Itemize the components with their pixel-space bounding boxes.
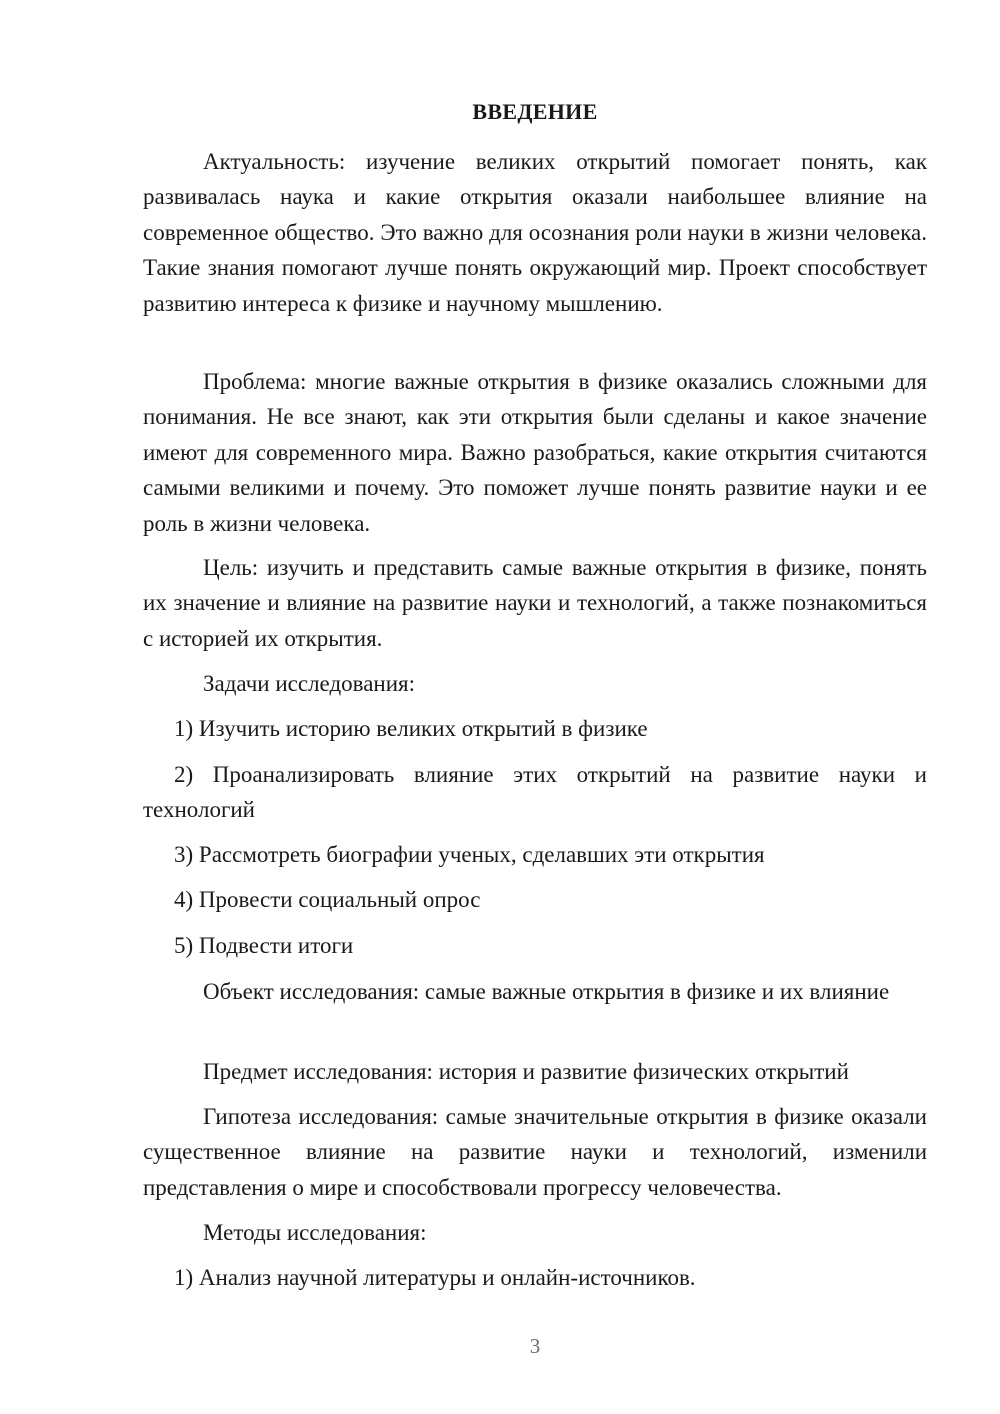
methods-heading: Методы исследования: [203, 1220, 427, 1245]
task-item-3: 3) Рассмотреть биографии ученых, сделавших эти открытия [174, 842, 765, 867]
goal-paragraph: Цель: изучить и представить самые важные открытия в физике, понять их значение и влияние на развитие науки и технологий, а также познакомиться с историей их открытия. [143, 555, 927, 651]
task-item-1: 1) Изучить историю великих открытий в физике [174, 716, 648, 741]
page-number: 3 [529, 1334, 541, 1358]
object-paragraph: Объект исследования: самые важные открытия в физике и их влияние [203, 979, 890, 1004]
tasks-heading: Задачи исследования: [203, 671, 416, 696]
method-item-1: 1) Анализ научной литературы и онлайн-источников. [174, 1265, 696, 1290]
task-item-2: 2) Проанализировать влияние этих открытий на развитие науки и технологий [143, 762, 927, 823]
hypothesis-paragraph: Гипотеза исследования: самые значительные открытия в физике оказали существенное влияние на развитие науки и технологий, изменили представления о мире и способствовали прогрессу человечества. [143, 1104, 927, 1200]
problem-paragraph: Проблема: многие важные открытия в физике оказались сложными для понимания. Не все знают, как эти открытия были сделаны и какое значение имеют для современного мира. Важно разобраться, какие открытия считаются самыми великими и почему. Это поможет лучше понять развитие науки и ее роль в жизни человека. [143, 369, 927, 536]
subject-paragraph: Предмет исследования: история и развитие физических открытий [203, 1059, 849, 1084]
task-item-5: 5) Подвести итоги [174, 933, 354, 958]
section-heading: ВВЕДЕНИЕ [472, 99, 598, 124]
task-item-4: 4) Провести социальный опрос [174, 887, 481, 912]
relevance-paragraph: Актуальность: изучение великих открытий помогает понять, как развивалась наука и какие открытия оказали наибольшее влияние на современное общество. Это важно для осознания роли науки в жизни человека. Такие знания помогают лучше понять окружающий мир. Проект способствует развитию интереса к физике и научному мышлению. [143, 149, 927, 316]
